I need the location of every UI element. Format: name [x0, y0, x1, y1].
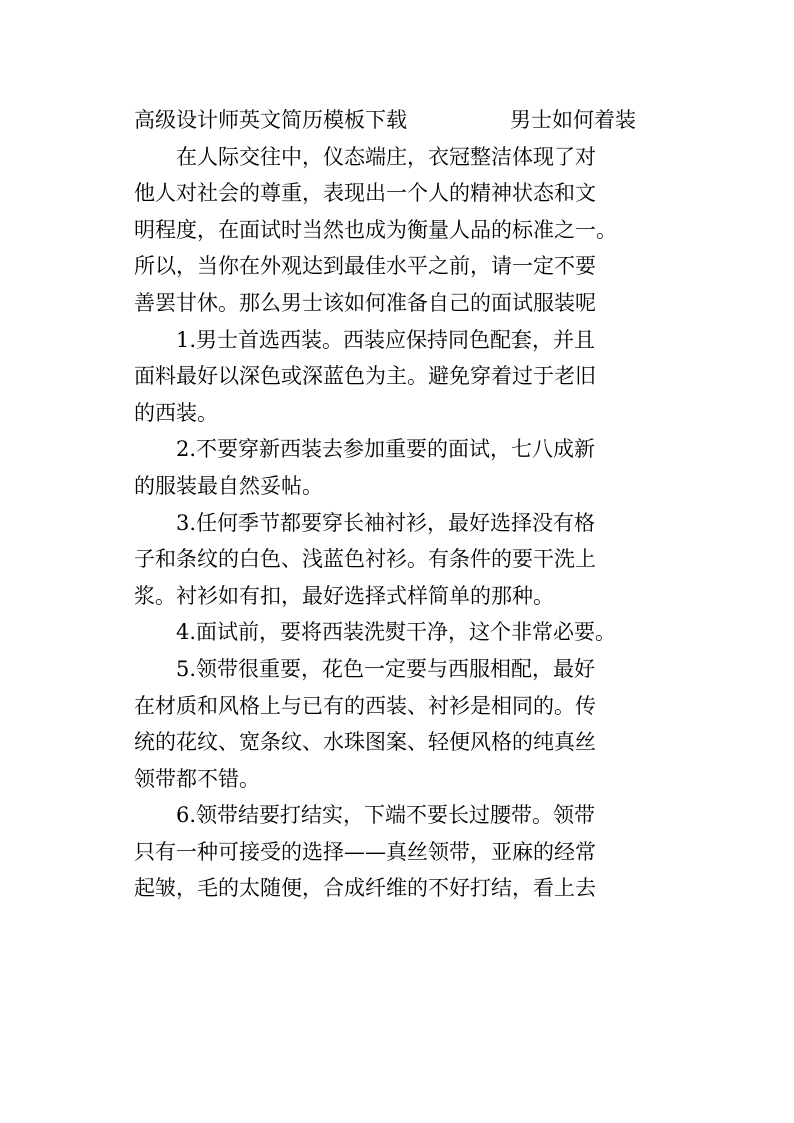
item-4-line: 4.面试前，要将西装洗熨干净，这个非常必要。 — [176, 620, 617, 645]
item-3-line: 浆。衬衫如有扣，最好选择式样简单的那种。 — [134, 583, 554, 608]
item-5-line: 在材质和风格上与已有的西装、衬衫是相同的。传 — [134, 693, 596, 718]
paragraph-intro-line: 他人对社会的尊重，表现出一个人的精神状态和文 — [134, 181, 596, 206]
item-5-line: 统的花纹、宽条纹、水珠图案、轻便风格的纯真丝 — [134, 730, 596, 755]
item-6-line: 只有一种可接受的选择——真丝领带，亚麻的经常 — [134, 839, 596, 864]
item-5-line: 5.领带很重要，花色一定要与西服相配，最好 — [176, 656, 596, 681]
item-3-line: 子和条纹的白色、浅蓝色衬衫。有条件的要干洗上 — [134, 547, 596, 572]
item-6-line: 起皱，毛的太随便，合成纤维的不好打结，看上去 — [134, 876, 596, 901]
paragraph-intro-line: 明程度，在面试时当然也成为衡量人品的标准之一。 — [134, 217, 617, 242]
header-line — [134, 102, 636, 139]
document-subtitle: 男士如何着装 — [510, 108, 636, 132]
item-2-line: 2.不要穿新西装去参加重要的面试，七八成新 — [176, 437, 596, 462]
item-3-line: 3.任何季节都要穿长袖衬衫，最好选择没有格 — [176, 510, 596, 535]
document-title: 高级设计师英文简历模板下载 — [134, 108, 407, 132]
item-1-line: 的西装。 — [134, 400, 218, 425]
item-2-line: 的服装最自然妥帖。 — [134, 473, 323, 498]
paragraph-intro-line: 在人际交往中，仪态端庄，衣冠整洁体现了对 — [176, 144, 596, 169]
item-6-line: 6.领带结要打结实，下端不要长过腰带。领带 — [176, 803, 596, 828]
paragraph-intro-line: 所以，当你在外观达到最佳水平之前，请一定不要 — [134, 254, 596, 279]
item-1-line: 1.男士首选西装。西装应保持同色配套，并且 — [176, 327, 596, 352]
item-1-line: 面料最好以深色或深蓝色为主。避免穿着过于老旧 — [134, 364, 596, 389]
item-5-line: 领带都不错。 — [134, 766, 260, 791]
paragraph-intro-line: 善罢甘休。那么男士该如何准备自己的面试服装呢 — [134, 290, 596, 315]
document-body — [134, 102, 674, 907]
